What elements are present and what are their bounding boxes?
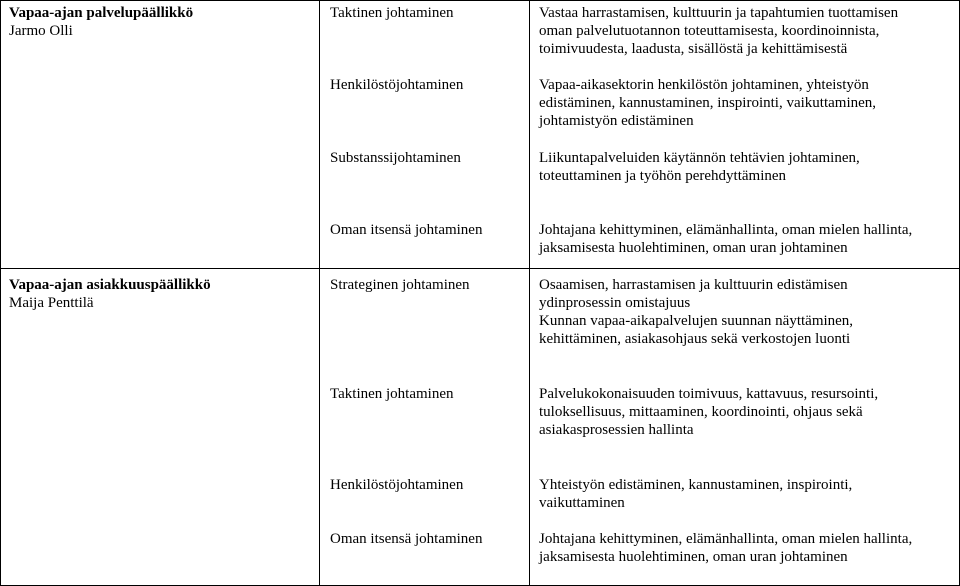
area-description-line: Liikuntapalveluiden käytännön tehtävien johtaminen, bbox=[539, 150, 860, 166]
table-border-left bbox=[0, 0, 1, 586]
area-description-line: Yhteistyön edistäminen, kannustaminen, inspirointi, bbox=[539, 477, 853, 493]
area-description-line: tuloksellisuus, mittaaminen, koordinointi, ohjaus sekä bbox=[539, 404, 863, 420]
area-description-line: edistäminen, kannustaminen, inspirointi, vaikuttaminen, bbox=[539, 95, 877, 111]
area-description-line: Johtajana kehittyminen, elämänhallinta, oman mielen hallinta, bbox=[539, 531, 913, 547]
person-name: Jarmo Olli bbox=[9, 23, 73, 39]
area-description-line: kehittäminen, asiakasohjaus sekä verkostojen luonti bbox=[539, 331, 851, 347]
area-name: Henkilöstöjohtaminen bbox=[330, 477, 464, 493]
row-divider bbox=[0, 268, 960, 269]
column-divider-2 bbox=[529, 0, 530, 586]
area-description-line: toimivuudesta, laadusta, sisällöstä ja kehittämisestä bbox=[539, 41, 848, 57]
role-title: Vapaa-ajan palvelupäällikkö bbox=[9, 5, 194, 21]
area-description-line: Palvelukokonaisuuden toimivuus, kattavuus, resursointi, bbox=[539, 386, 879, 402]
area-name: Oman itsensä johtaminen bbox=[330, 531, 483, 547]
area-name: Strateginen johtaminen bbox=[330, 277, 470, 293]
role-title: Vapaa-ajan asiakkuuspäällikkö bbox=[9, 277, 211, 293]
area-name: Taktinen johtaminen bbox=[330, 386, 454, 402]
area-description-line: jaksamisesta huolehtiminen, oman uran johtaminen bbox=[539, 240, 848, 256]
area-description-line: jaksamisesta huolehtiminen, oman uran johtaminen bbox=[539, 549, 848, 565]
area-description-line: oman palvelutuotannon toteuttamisesta, koordinoinnista, bbox=[539, 23, 880, 39]
column-divider-1 bbox=[319, 0, 320, 586]
table-border-top bbox=[0, 0, 960, 1]
area-name: Taktinen johtaminen bbox=[330, 5, 454, 21]
area-description-line: Vastaa harrastamisen, kulttuurin ja tapahtumien tuottamisen bbox=[539, 5, 899, 21]
area-description-line: vaikuttaminen bbox=[539, 495, 625, 511]
area-description-line: Kunnan vapaa-aikapalvelujen suunnan näyttäminen, bbox=[539, 313, 854, 329]
area-description-line: Osaamisen, harrastamisen ja kulttuurin edistämisen bbox=[539, 277, 848, 293]
area-description-line: Johtajana kehittyminen, elämänhallinta, oman mielen hallinta, bbox=[539, 222, 913, 238]
area-description-line: ydinprosessin omistajuus bbox=[539, 295, 691, 311]
person-name: Maija Penttilä bbox=[9, 295, 94, 311]
area-description-line: toteuttaminen ja työhön perehdyttäminen bbox=[539, 168, 787, 184]
area-description-line: johtamistyön edistäminen bbox=[539, 113, 694, 129]
area-name: Substanssijohtaminen bbox=[330, 150, 461, 166]
area-description-line: Vapaa-aikasektorin henkilöstön johtaminen, yhteistyön bbox=[539, 77, 869, 93]
area-name: Henkilöstöjohtaminen bbox=[330, 77, 464, 93]
area-name: Oman itsensä johtaminen bbox=[330, 222, 483, 238]
area-description-line: asiakasprosessien hallinta bbox=[539, 422, 694, 438]
